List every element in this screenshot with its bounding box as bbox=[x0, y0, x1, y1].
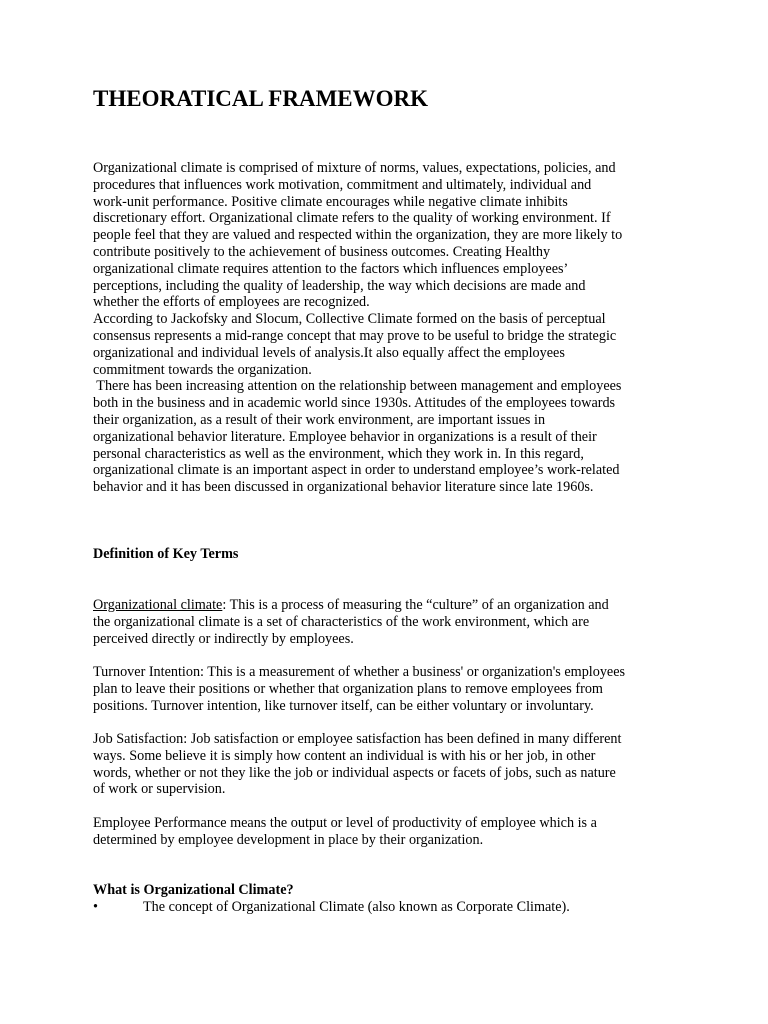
document-title: THEORATICAL FRAMEWORK bbox=[93, 86, 429, 111]
text-line: consensus represents a mid-range concept that may prove to be useful to bridge the strategic bbox=[93, 327, 617, 344]
text-line: commitment towards the organization. bbox=[93, 361, 312, 378]
what-is-heading: What is Organizational Climate? bbox=[93, 882, 294, 898]
text-line: both in the business and in academic world since 1930s. Attitudes of the employees towards bbox=[93, 395, 616, 412]
definition-turnover-intention bbox=[93, 664, 683, 714]
text-line: whether the efforts of employees are recognized. bbox=[93, 294, 370, 311]
text-line: According to Jackofsky and Slocum, Collective Climate formed on the basis of perceptual bbox=[93, 311, 606, 328]
text-line: organizational climate is an important aspect in order to understand employee’s work-related bbox=[93, 462, 620, 479]
text-line: organizational and individual levels of analysis.It also equally affect the employees bbox=[93, 344, 565, 361]
text-line: the organizational climate is a set of characteristics of the work environment, which are bbox=[93, 613, 590, 630]
text-line: behavior and it has been discussed in organizational behavior literature since late 1960s. bbox=[93, 479, 594, 496]
text-line: work-unit performance. Positive climate encourages while negative climate inhibits bbox=[93, 193, 568, 210]
text-line: organizational behavior literature. Employee behavior in organizations is a result of their bbox=[93, 428, 597, 445]
definition-employee-performance bbox=[93, 815, 683, 849]
definition-text: : This is a process of measuring the “culture” of an organization and bbox=[222, 597, 609, 613]
text-line: personal characteristics as well as the environment, which they work in. In this regard, bbox=[93, 445, 584, 462]
term-organizational-climate: Organizational climate bbox=[93, 597, 223, 613]
text-line bbox=[93, 597, 683, 614]
text-line: of work or supervision. bbox=[93, 781, 226, 798]
text-line: people feel that they are valued and respected within the organization, they are more likely to bbox=[93, 227, 623, 244]
text-line: Employee Performance means the output or level of productivity of employee which is a bbox=[93, 815, 597, 831]
text-line: organizational climate requires attention to the factors which influences employees’ bbox=[93, 260, 569, 277]
text-line: positions. Turnover intention, like turnover itself, can be either voluntary or involuntary. bbox=[93, 697, 594, 714]
text-line: plan to leave their positions or whether that organization plans to remove employees from bbox=[93, 680, 603, 697]
text-line: discretionary effort. Organizational climate refers to the quality of working environment. If bbox=[93, 210, 611, 227]
list-item-text: The concept of Organizational Climate (also known as Corporate Climate). bbox=[143, 899, 570, 915]
text-line: Turnover Intention: This is a measurement of whether a business' or organization's employees bbox=[93, 664, 626, 680]
text-line: perceived directly or indirectly by employees. bbox=[93, 630, 354, 647]
text-line: their organization, as a result of their work environment, are important issues in bbox=[93, 411, 546, 428]
text-line: words, whether or not they like the job or individual aspects or facets of jobs, such as nature bbox=[93, 764, 616, 781]
text-line: procedures that influences work motivation, commitment and ultimately, individual and bbox=[93, 176, 592, 193]
text-line: Job Satisfaction: Job satisfaction or employee satisfaction has been defined in many different bbox=[93, 731, 622, 747]
definition-organizational-climate bbox=[93, 597, 683, 647]
text-line: ways. Some believe it is simply how content an individual is with his or her job, in other bbox=[93, 747, 596, 764]
text-line: Organizational climate is comprised of mixture of norms, values, expectations, policies, and bbox=[93, 160, 616, 176]
text-line: perceptions, including the quality of leadership, the way which decisions are made and bbox=[93, 277, 586, 294]
text-line: There has been increasing attention on the relationship between management and employees bbox=[93, 378, 622, 395]
bullet-icon: • bbox=[93, 899, 98, 915]
text-line: determined by employee development in place by their organization. bbox=[93, 831, 484, 848]
text-line: contribute positively to the achievement of business outcomes. Creating Healthy bbox=[93, 243, 551, 260]
definition-job-satisfaction bbox=[93, 731, 683, 798]
intro-paragraphs bbox=[93, 160, 683, 496]
definitions-heading: Definition of Key Terms bbox=[93, 546, 239, 562]
